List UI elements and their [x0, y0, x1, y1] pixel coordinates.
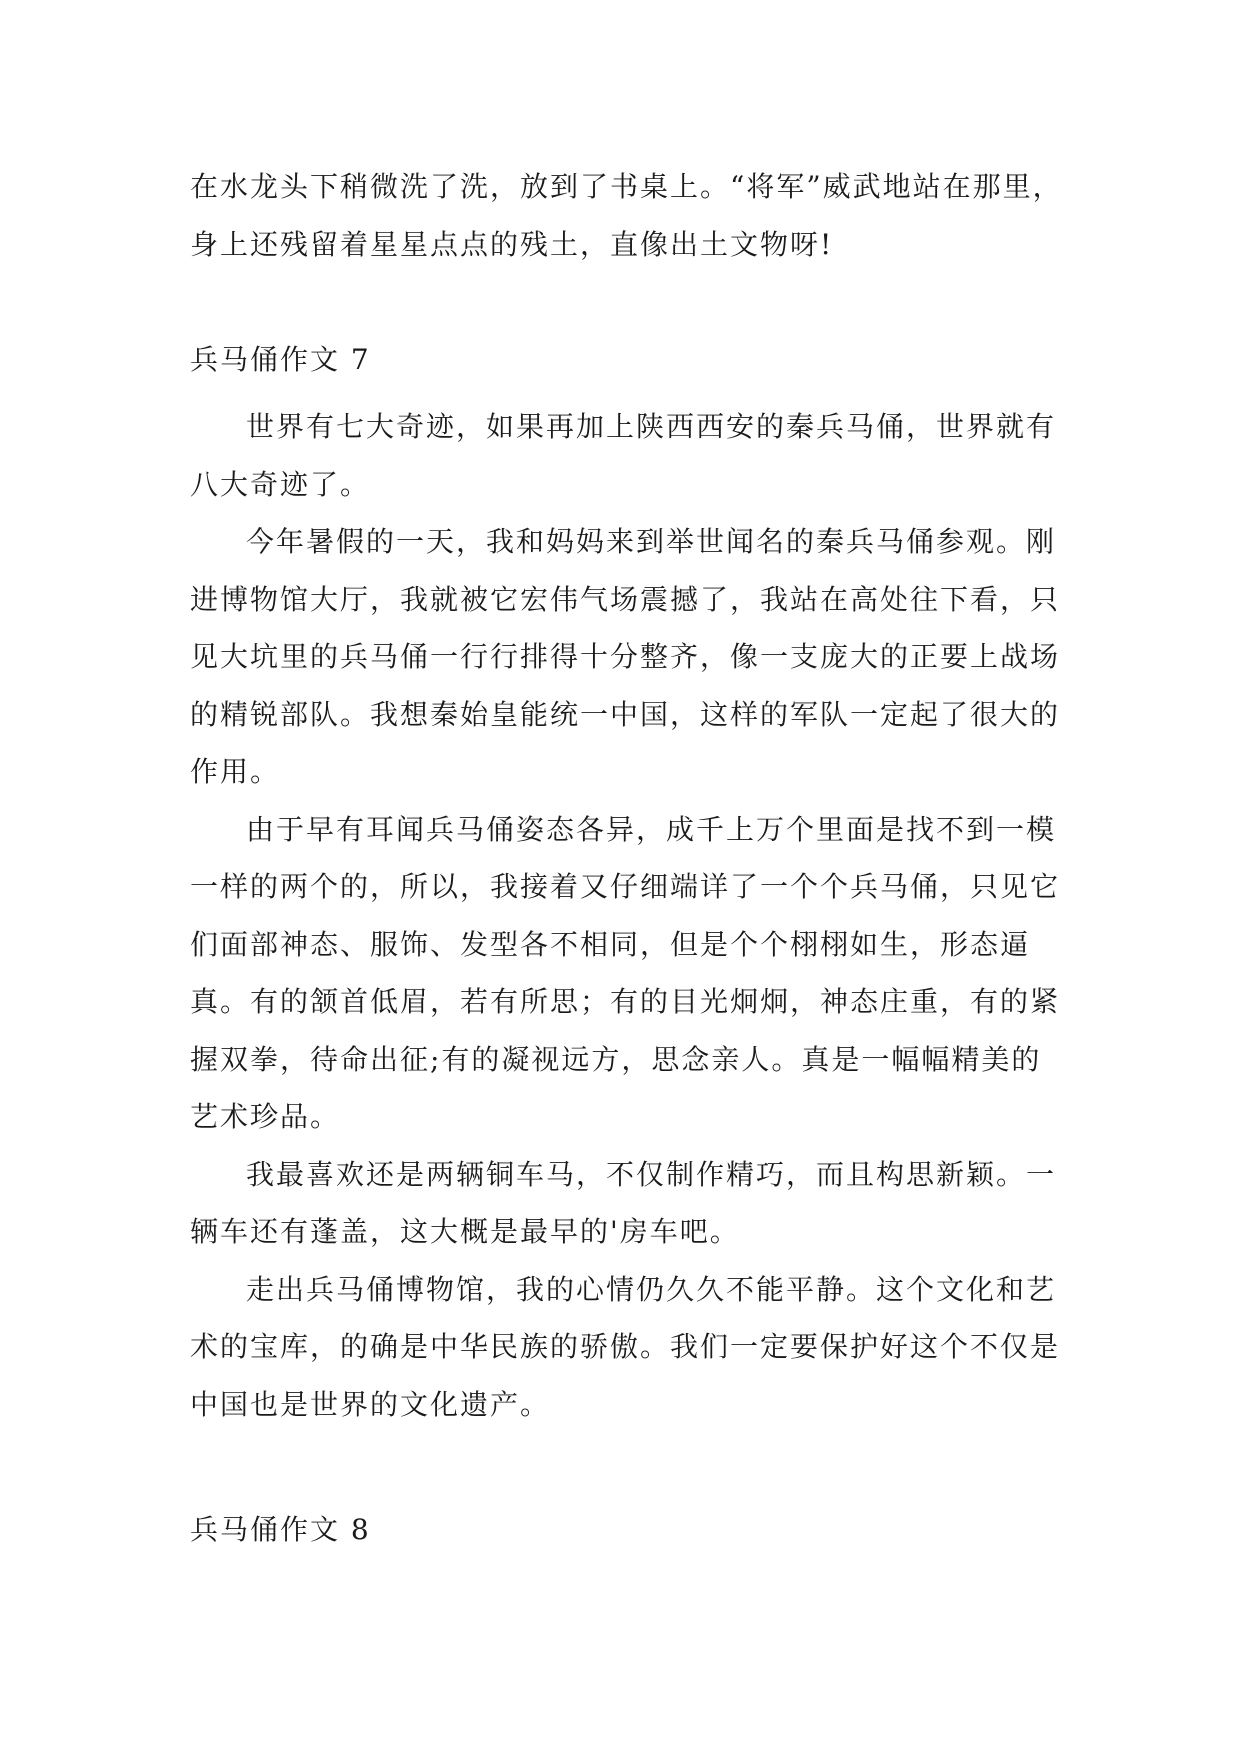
continuation-text [190, 158, 1070, 273]
continuation-paragraph: 在水龙头下稍微洗了洗，放到了书桌上。“将军”威武地站在那里，身上还残留着星星点点的残土，直像出土文物呀! [190, 170, 1063, 261]
essay-8-title: 兵马俑作文 8 [190, 1513, 371, 1546]
essay-7-paragraph-2: 今年暑假的一天，我和妈妈来到举世闻名的秦兵马俑参观。刚进博物馆大厅，我就被它宏伟气场震撼了，我站在高处往下看，只见大坑里的兵马俑一行行排得十分整齐，像一支庞大的正要上战场的精锐部队。我想秦始皇能统一中国，这样的军队一定起了很大的作用。 [190, 525, 1061, 788]
essay-7-title: 兵马俑作文 7 [190, 343, 371, 376]
essay-7-paragraph-1: 世界有七大奇迹，如果再加上陕西西安的秦兵马俑，世界就有八大奇迹了。 [190, 410, 1057, 501]
essay-7-body [190, 398, 1070, 1433]
essay-7-paragraph-3: 由于早有耳闻兵马俑姿态各异，成千上万个里面是找不到一模一样的两个的，所以，我接着又仔细端详了一个个兵马俑，只见它们面部神态、服饰、发型各不相同，但是个个栩栩如生，形态逼真。有的颔首低眉，若有所思；有的目光炯炯，神态庄重，有的紧握双拳，待命出征;有的凝视远方，思念亲人。真是一幅幅精美的艺术珍品。 [190, 812, 1061, 1133]
essay-7-paragraph-4: 我最喜欢还是两辆铜车马，不仅制作精巧，而且构思新颖。一辆车还有蓬盖，这大概是最早的'房车吧。 [190, 1157, 1057, 1248]
essay-7-paragraph-5: 走出兵马俑博物馆，我的心情仍久久不能平静。这个文化和艺术的宝库，的确是中华民族的骄傲。我们一定要保护好这个不仅是中国也是世界的文化遗产。 [190, 1272, 1061, 1421]
